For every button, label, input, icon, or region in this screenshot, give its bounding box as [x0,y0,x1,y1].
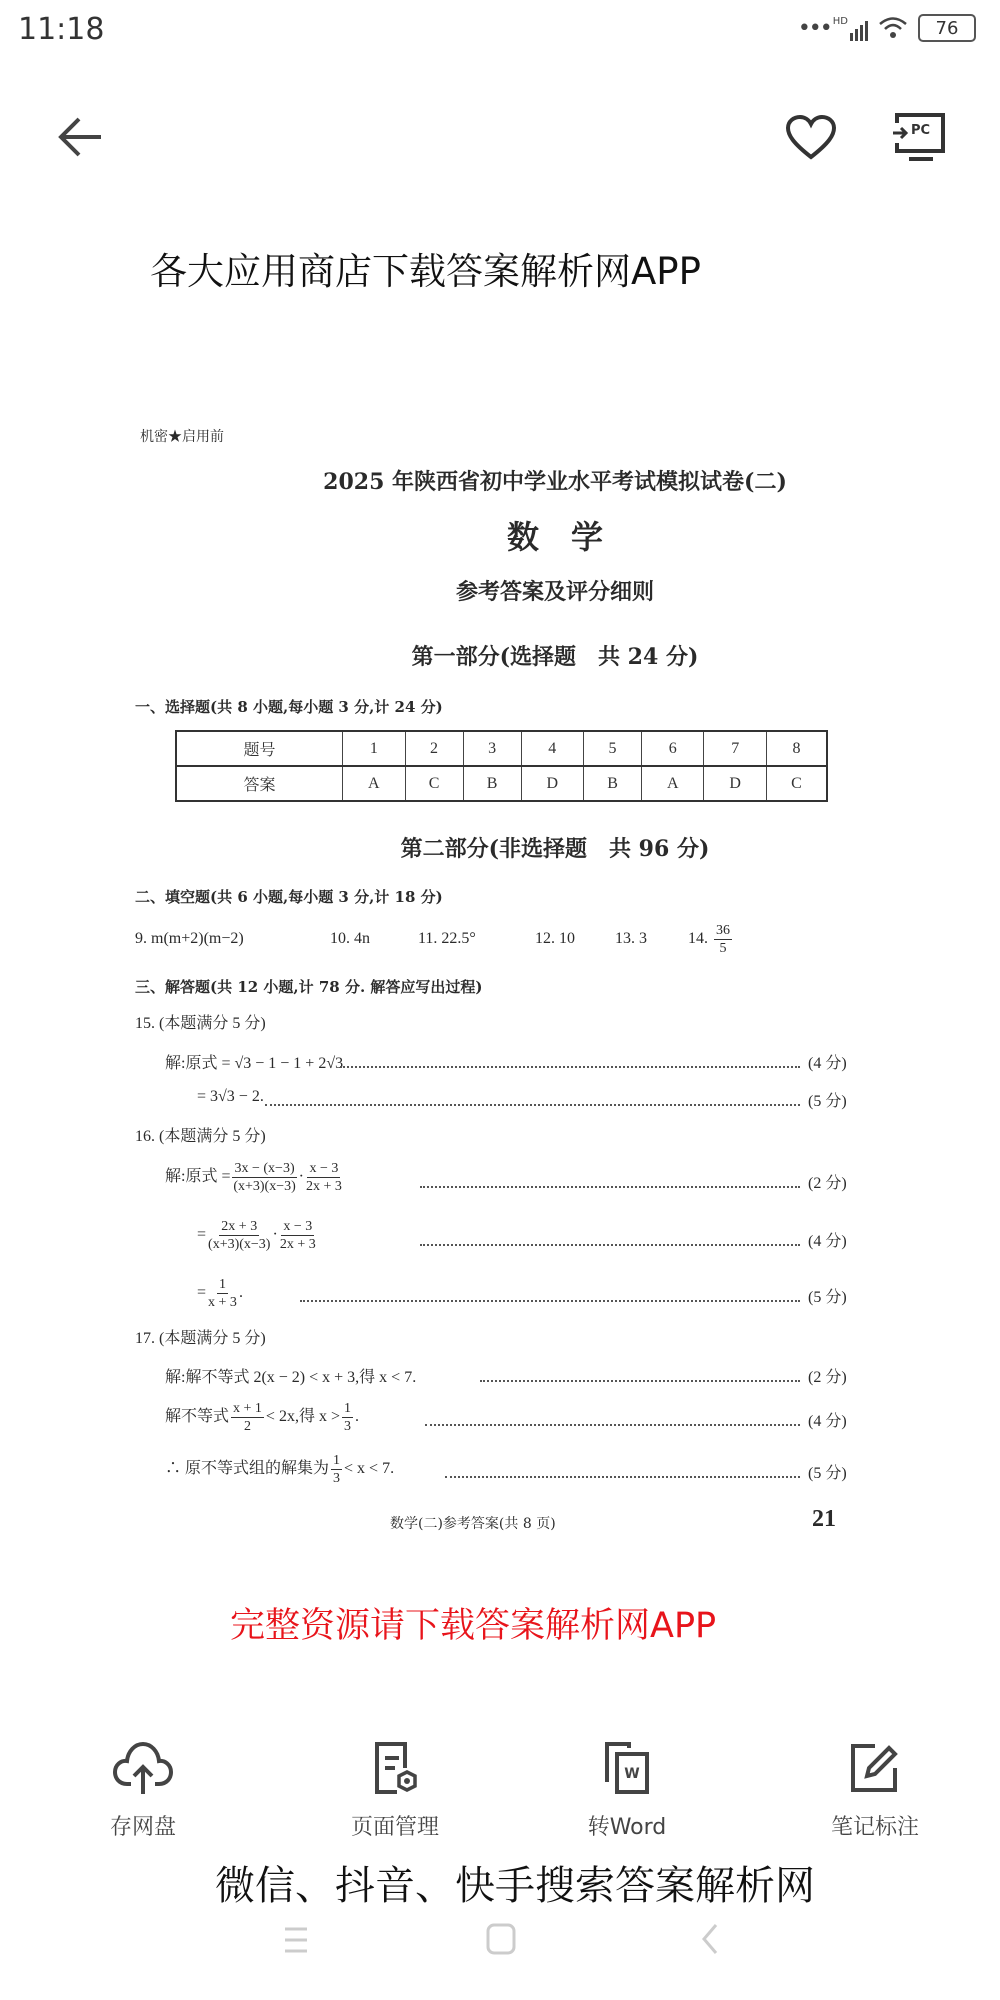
answer-14-label: 14. [688,930,708,948]
leader-dots [445,1476,800,1478]
numerator: 36 [716,923,730,938]
part1-heading: 第一部分(选择题 共 24 分) [411,644,699,670]
table-cell: A [343,766,405,801]
word-badge: W [624,1766,640,1782]
answer-14 [688,922,734,957]
score: (5 分) [808,1093,847,1110]
answer-9: 9. m(m+2)(m−2) [135,930,244,947]
page-manage-icon [365,1740,425,1796]
score: (4 分) [808,1413,847,1430]
q15-line2: = 3√3 − 2. [197,1088,264,1105]
numerator: 2x + 3 [221,1219,258,1234]
answer-13: 13. 3 [615,930,647,947]
numerator: 1 [343,1401,351,1416]
answer-table [175,730,828,802]
score: (5 分) [808,1289,847,1306]
denominator: 2x + 3 [305,1179,342,1194]
table-cell: B [463,766,521,801]
section3-heading: 三、解答题(共 12 小题,计 78 分. 解答应写出过程) [135,978,483,996]
watermark-bottom: 微信、抖音、快手搜索答案解析网 [215,1863,815,1909]
section1-heading: 一、选择题(共 8 小题,每小题 3 分,计 24 分) [135,698,443,716]
table-cell: 1 [343,731,405,766]
leader-dots [420,1186,800,1188]
suffix: < x < 7. [344,1460,395,1478]
numerator: 3x − (x−3) [234,1161,295,1176]
table-cell: 6 [642,731,704,766]
table-cell: 3 [463,731,521,766]
back-nav-icon[interactable] [700,1922,720,1956]
q17-line1: 解:解不等式 2(x − 2) < x + 3,得 x < 7. [165,1369,417,1386]
numerator: 1 [218,1277,226,1292]
watermark-top: 各大应用商店下载答案解析网APP [150,250,701,293]
denominator: 2x + 3 [279,1237,316,1252]
score: (4 分) [808,1233,847,1250]
leader-dots [420,1244,800,1246]
row-header: 题号 [176,731,343,766]
table-cell: 7 [704,731,766,766]
doc-subject: 数 学 [506,518,603,556]
part2-heading: 第二部分(非选择题 共 96 分) [400,836,710,862]
battery-indicator [918,14,976,42]
leader-dots [425,1424,800,1426]
q16-line3: = $\frac{1}{x + 3}$ . [197,1277,243,1310]
denominator: 2 [243,1419,251,1434]
table-cell: C [766,766,827,801]
leader-dots [340,1066,800,1068]
answer-10: 10. 4n [330,930,370,947]
q17-heading: 17. (本题满分 5 分) [135,1330,266,1347]
table-cell: A [642,766,704,801]
denominator: 5 [719,941,727,956]
status-icons [798,14,976,42]
toolbar-label: 页面管理 [350,1815,439,1840]
toolbar-label: 转Word [587,1815,667,1840]
doc-subtitle: 参考答案及评分细则 [455,579,654,605]
arrow-left-icon[interactable] [55,115,105,159]
leader-dots [480,1380,800,1382]
table-cell: D [521,766,583,801]
prefix: 解:原式 = [165,1168,231,1186]
equals: = [197,1226,207,1244]
page-footer: 数学(二)参考答案(共 8 页) [390,1516,556,1532]
denominator: 3 [333,1471,341,1486]
network-type: HD [832,15,848,27]
numerator: x − 3 [309,1161,339,1176]
table-cell: 5 [584,731,642,766]
save-to-cloud-button[interactable] [63,1740,223,1841]
prefix: 解不等式 [165,1408,230,1426]
leader-dots [265,1104,800,1106]
table-cell: 8 [766,731,827,766]
confidential-label: 机密★启用前 [140,429,224,445]
table-cell: 4 [521,731,583,766]
score: (5 分) [808,1465,847,1482]
battery-level: 76 [935,17,959,39]
denominator: (x+3)(x−3) [233,1179,296,1194]
section2-heading: 二、填空题(共 6 小题,每小题 3 分,计 18 分) [135,888,443,906]
denominator: x + 3 [208,1295,237,1310]
denominator: (x+3)(x−3) [208,1237,271,1252]
score: (2 分) [808,1175,847,1192]
toolbar-label: 笔记标注 [830,1815,919,1840]
times: · [272,1226,278,1244]
table-cell: 2 [405,731,463,766]
menu-nav-icon[interactable] [283,1925,309,1955]
pc-cast-icon [893,113,948,165]
watermark-middle: 完整资源请下载答案解析网APP [230,1606,717,1646]
denominator: 3 [343,1419,351,1434]
table-cell: B [584,766,642,801]
numerator: 1 [333,1453,341,1468]
signal-icon: ••• HD [798,16,868,41]
numerator: x − 3 [283,1219,313,1234]
q17-line3 [165,1452,394,1487]
prefix: ∴ 原不等式组的解集为 [165,1460,330,1478]
q15-heading: 15. (本题满分 5 分) [135,1015,266,1032]
word-convert-icon [597,1740,657,1796]
convert-word-button[interactable] [547,1740,707,1841]
status-time: 11:18 [18,12,105,47]
pc-label: PC [911,123,931,138]
wifi-icon [878,16,908,40]
answer-11: 11. 22.5° [418,930,476,947]
heart-icon[interactable] [785,115,837,161]
edit-note-icon [845,1740,905,1796]
score: (4 分) [808,1055,847,1072]
pc-cast-button[interactable] [893,113,948,165]
table-cell: C [405,766,463,801]
middle-text: < 2x,得 x > [265,1408,340,1426]
q15-line1: 解:原式 = √3 − 1 − 1 + 2√3 [165,1055,344,1072]
numerator: x + 1 [233,1401,262,1416]
cloud-upload-icon [113,1740,173,1796]
q16-heading: 16. (本题满分 5 分) [135,1128,266,1145]
table-row [176,766,827,801]
q17-line2: 解不等式 $\frac{x + 1}{2}$ < 2x,得 x > $\frac{1}{3}$ . [165,1401,359,1434]
times: · [298,1168,304,1186]
equals: = [197,1284,207,1302]
home-nav-icon[interactable] [485,1922,517,1956]
toolbar-label: 存网盘 [109,1815,176,1840]
answer-12: 12. 10 [535,930,575,947]
row-header: 答案 [176,766,343,801]
doc-title: 2025 年陕西省初中学业水平考试模拟试卷(二) [323,469,787,495]
table-row [176,731,827,766]
q16-line2 [197,1218,318,1253]
score: (2 分) [808,1369,847,1386]
note-annotate-button[interactable] [795,1740,955,1841]
page-number: 21 [812,1506,836,1532]
table-cell: D [704,766,766,801]
q16-line1 [165,1160,344,1195]
page-manage-button[interactable] [315,1740,475,1841]
leader-dots [300,1300,800,1302]
